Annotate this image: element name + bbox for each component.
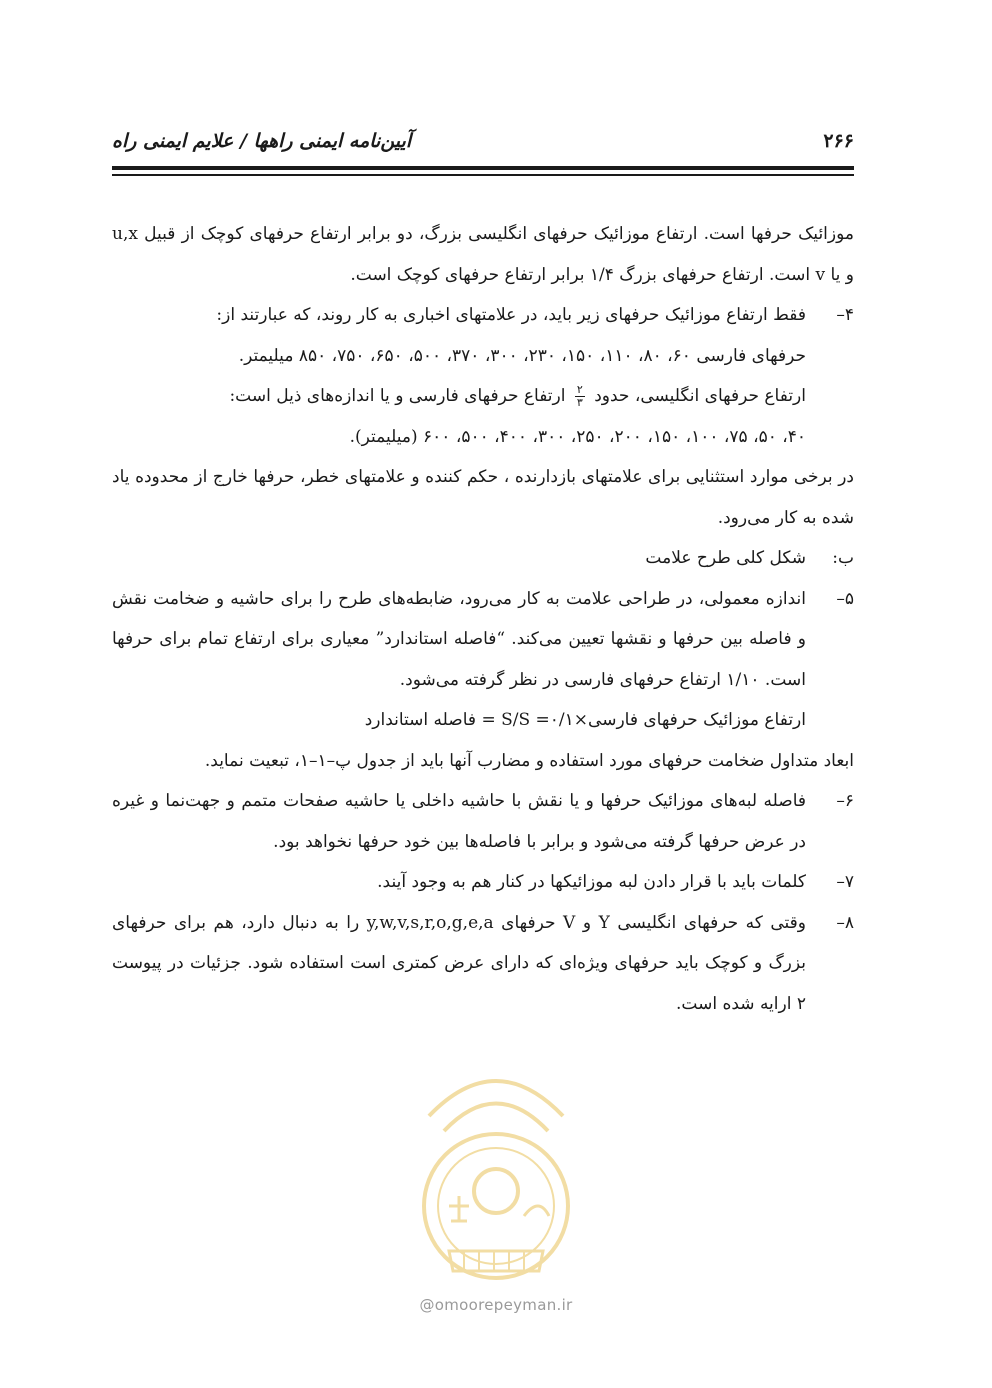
- item4-line3-before: ارتفاع حرفهای انگلیسی، حدود: [594, 386, 806, 406]
- header-rule-thin: [112, 174, 854, 176]
- list-item-4: [112, 295, 854, 457]
- item-marker: ۴–: [836, 305, 854, 325]
- paragraph-dimensions: ابعاد متداول ضخامت حرفهای مورد استفاده و مضارب آنها باید از جدول پ–۱–۱، تبعیت نماید.: [204, 750, 854, 771]
- page-header: [112, 126, 854, 160]
- body-text: [112, 214, 854, 1024]
- list-item-5: [112, 579, 854, 701]
- item6-text: فاصله لبه‌های موزائیک حرفها و یا نقش با حاشیه داخلی یا حاشیه صفحات متمم و جهت‌نما و غیره در عرض حرفها گرفته می‌شود و برابر با فاصله‌ها بین خود حرفها نخواهد بود.: [112, 791, 806, 852]
- item-marker: ۶–: [836, 791, 854, 811]
- running-title: آیین‌نامه ایمنی راهها / علایم ایمنی راه: [112, 130, 412, 152]
- list-item-7: [112, 862, 854, 903]
- item4-english-heights: ۴۰، ۵۰، ۷۵، ۱۰۰، ۱۵۰، ۲۰۰، ۲۵۰، ۳۰۰، ۴۰۰، ۵۰۰، ۶۰۰ (میلیمتر).: [349, 426, 806, 447]
- item7-text: کلمات باید با قرار دادن لبه موزائیکها در کنار هم به وجود آیند.: [377, 872, 806, 892]
- fraction-numerator: ۲: [576, 383, 583, 396]
- fraction-two-thirds: [575, 384, 585, 409]
- header-rule-thick: [112, 166, 854, 170]
- item4-line3-after: ارتفاع حرفهای فارسی و یا اندازه‌های ذیل است:: [229, 386, 566, 406]
- item4-english-heights-intro: [112, 376, 806, 417]
- page-number: ۲۶۶: [823, 130, 854, 152]
- item8-text: وقتی که حرفهای انگلیسی Y و V حرفهای y,w,v,s,r,o,g,e,a را به دنبال دارد، هم برای حرفهای بزرگ و کوچک باید حرفهای ویژه‌ای که دارای عرض کمتری است استفاده شود. جزئیات در پیوست ۲ ارایه شده است.: [112, 912, 806, 1014]
- section-marker: ب:: [832, 548, 854, 568]
- item-marker: ۷–: [836, 872, 854, 892]
- watermark-seal-icon: [389, 1056, 603, 1296]
- item-marker: ۸–: [836, 912, 854, 933]
- fraction-denominator: ۳: [576, 396, 583, 409]
- formula-standard-spacing: ارتفاع موزائیک حرفهای فارسی×۰/۱= S/S = فاصله استاندارد: [364, 710, 806, 730]
- list-item-8: [112, 903, 854, 1025]
- section-title: شکل کلی طرح علامت: [645, 548, 806, 568]
- item4-persian-heights: حرفهای فارسی ۶۰، ۸۰، ۱۱۰، ۱۵۰، ۲۳۰، ۳۰۰، ۳۷۰، ۵۰۰، ۶۵۰، ۷۵۰، ۸۵۰ میلیمتر.: [238, 345, 806, 366]
- item5-text: اندازه معمولی، در طراحی علامت به کار می‌رود، ضابطه‌های طرح را برای حاشیه و ضخامت نقش و فاصله بین حرفها و نقشها تعیین می‌کند. “فاصله استاندارد” معیاری برای ارتفاع تمام برای حرفها است. ۱/۱۰ ارتفاع حرفهای فارسی در نظر گرفته می‌شود.: [112, 588, 807, 690]
- paragraph-intro: موزائیک حرفها است. ارتفاع موزائیک حرفهای انگلیسی بزرگ، دو برابر ارتفاع حرفهای کوچک از قبیل u,x و یا v است. ارتفاع حرفهای بزرگ ۱/۴ برابر ارتفاع حرفهای کوچک است.: [112, 224, 854, 285]
- item4-line1: فقط ارتفاع موزائیک حرفهای زیر باید، در علامتهای اخباری به کار روند، که عبارتند از:: [216, 305, 806, 325]
- list-item-6: [112, 781, 854, 862]
- paragraph-exception: در برخی موارد استثنایی برای علامتهای بازدارنده ، حکم کننده و علامتهای خطر، حرفها خارج از محدوده یاد شده به کار می‌رود.: [112, 467, 854, 528]
- watermark-url: @omoorepeyman.ir: [419, 1296, 573, 1314]
- item-marker: ۵–: [836, 588, 854, 609]
- section-b-heading: [112, 538, 854, 579]
